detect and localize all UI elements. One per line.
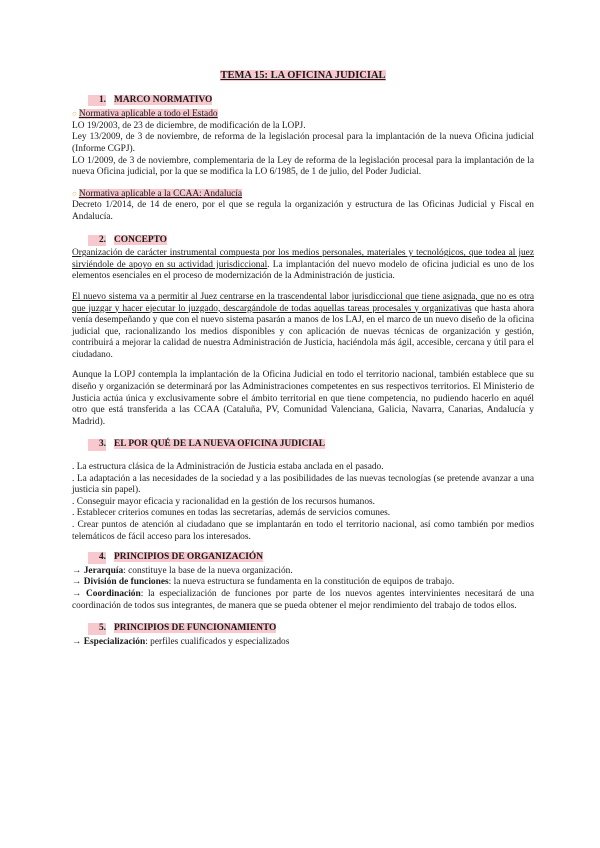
list-item: . Crear puntos de atención al ciudadano que se implantarán en todo el territorio nacional, así como también por medios telemáticos de fácil acceso para los interesados. [72, 520, 534, 542]
subheading-estado: ○ Normativa aplicable a todo el Estado [72, 109, 218, 120]
subheading-ccaa: ○ Normativa aplicable a la CCAA: Andalucía [72, 188, 243, 199]
arrow-right-icon: → [72, 636, 82, 647]
list-item: . La estructura clásica de la Administración de Justicia estaba anclada en el pasado. [72, 462, 384, 473]
law-line: Decreto 1/2014, de 14 de enero, por el que se regula la organización y estructura de las Oficinas Judicial y Fiscal en Andalucía. [72, 200, 534, 222]
section-4-heading: 4. PRINCIPIOS DE ORGANIZACIÓN [72, 552, 534, 564]
list-item: → Especialización: perfiles cualificados y especializados [72, 636, 290, 647]
page-title: TEMA 15: LA OFICINA JUDICIAL [220, 70, 386, 81]
law-line: LO 19/2003, de 23 de diciembre, de modificación de la LOPJ. [72, 120, 306, 131]
list-item: . La adaptación a las necesidades de la sociedad y a las posibilidades de las nuevas tecnologías (se pretende avanzar a una justicia sin papel). [72, 473, 534, 496]
document-page [72, 70, 534, 648]
arrow-right-icon: → [72, 565, 82, 576]
arrow-right-icon: → [72, 577, 82, 588]
circle-bullet-icon: ○ [72, 109, 77, 119]
section-5-heading: 5. PRINCIPIOS DE FUNCIONAMIENTO [72, 623, 534, 635]
circle-bullet-icon: ○ [72, 188, 77, 198]
list-item: → División de funciones: la nueva estructura se fundamenta en la constitución de equipos de trabajo. [72, 577, 455, 588]
paragraph: Organización de carácter instrumental compuesta por los medios personales, materiales y tecnológicos, que todea al juez sirviéndole de apoyo en su actividad jurisdiccional. La implantación del nuevo modelo de oficina judicial es uno de los elementos esenciales en el proceso de modernización de la Administración de justicia. [72, 248, 534, 282]
paragraph: Aunque la LOPJ contempla la implantación de la Oficina Judicial en todo el territorio nacional, también establece que su diseño y organización se determinará por las Administraciones competentes en sus respectivos territorios. El Ministerio de Justicia actúa única y exclusivamente sobre el ámbito territorial en que tiene competencia, no pudiendo hacerlo en aquél otro que está transferida a las CCAA (Cataluña, PV, Comunidad Valenciana, Galicia, Navarra, Canarias, Andalucía y Madrid). [72, 370, 534, 427]
list-item: → Jerarquía: constituye la base de la nueva organización. [72, 565, 293, 576]
arrow-right-icon: → [72, 588, 82, 599]
section-2-heading: 2. CONCEPTO [72, 235, 534, 247]
law-line: Ley 13/2009, de 3 de noviembre, de reforma de la legislación procesal para la implantación de la nueva Oficina judicial (Informe CGPJ). [72, 132, 534, 154]
section-3-heading: 3. EL POR QUÉ DE LA NUEVA OFICINA JUDICIAL [72, 439, 534, 451]
section-1-heading: 1. MARCO NORMATIVO [72, 95, 534, 107]
paragraph: El nuevo sistema va a permitir al Juez centrarse en la trascendental labor jurisdiccional que tiene asignada, que no es otra que juzgar y hacer ejecutar lo juzgado, descargándole de todas aquellas tareas procesales y organizativas que hasta ahora venía desempeñando y que con el nuevo sistema pasarán a manos de los LAJ, en el marco de un nuevo diseño de la oficina judicial que, racionalizando los medios disponibles y con aplicación de nuevas técnicas de organización y gestión, contribuirá a mejorar la calidad de nuestra Administración de Justicia, haciéndola más ágil, accesible, cercana y útil para el ciudadano. [72, 291, 534, 360]
list-item: . Conseguir mayor eficacia y racionalidad en la gestión de los recursos humanos. [72, 496, 376, 507]
law-line: LO 1/2009, de 3 de noviembre, complementaria de la Ley de reforma de la legislación procesal para la implantación de la nueva Oficina judicial, por la que se modifica la LO 6/1985, de 1 de julio, del Poder Judicial. [72, 155, 534, 178]
list-item: → Coordinación: la especialización de funciones por parte de los nuevos agentes intervinientes necesitará de una coordinación de todos sus integrantes, de manera que se pueda obtener el mejor rendimiento del trabajo de todos ellos. [72, 588, 534, 611]
list-item: . Establecer criterios comunes en todas las secretarías, además de servicios comunes. [72, 508, 391, 519]
